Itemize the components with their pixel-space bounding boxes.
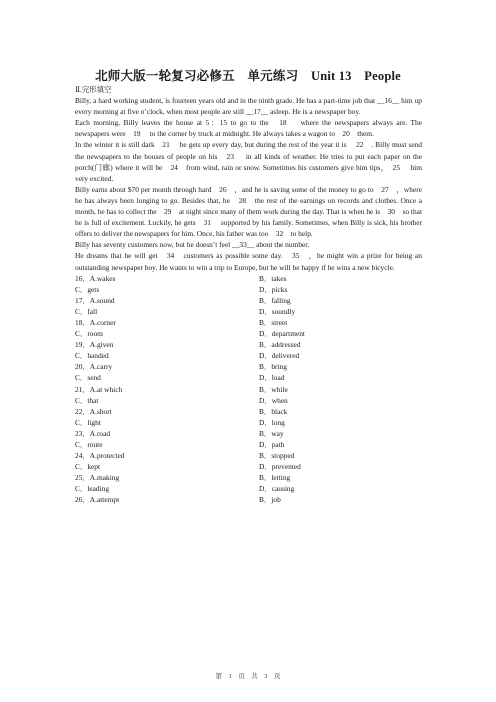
option-left: C．fall (75, 306, 98, 316)
option-left: 21．A.at which (75, 384, 123, 394)
option-left: C．light (75, 417, 101, 427)
option-right: D．path (259, 440, 285, 449)
option-row (75, 317, 422, 328)
option-row (75, 461, 422, 472)
option-left: 25．A.making (75, 473, 120, 483)
option-right: B．stopped (259, 451, 295, 461)
option-right: D．when (259, 395, 288, 405)
option-row (75, 295, 422, 306)
option-right: B．takes (259, 273, 287, 283)
section-heading: Ⅱ.完形填空 (75, 85, 112, 94)
option-left: C．that (75, 395, 99, 405)
option-row (75, 417, 422, 428)
option-row (75, 384, 422, 395)
option-row (75, 328, 422, 339)
option-row (75, 284, 422, 295)
passage-paragraph: Billy has seventy customers now, but he doesn’t feel __33__ about the number. (75, 240, 310, 250)
passage-paragraph: Each morning, Billy leaves the house at 5：15 to go to the 18 where the newspapers always are. The newspapers were 19 to the corner by truck at midnight. He always takes a wagon to 20 them. (75, 118, 422, 139)
option-right: D．picks (259, 284, 288, 294)
passage-paragraph: Billy earns about $70 per month through hard 26 ，and he is saving some of the money to go to 27 ，where he has always been longing to go. Besides that, he 28 the rest of the earnings on records and clothes. Once a month, he has to collect the 29 at night since many of them work during the day. That is when he is 30 so that he is full of excitement. Luckily, he gets 31 supported by his family. Sometimes, when Billy is sick, his brother offers to deliver the newspapers for him. Once, his father was too 32 to help. (75, 184, 422, 239)
option-left: C．route (75, 440, 103, 449)
option-left: C．send (75, 373, 101, 383)
option-row (75, 494, 422, 505)
option-row (75, 472, 422, 483)
page-title: 北师大版一轮复习必修五 单元练习 Unit 13 People (95, 69, 401, 83)
option-left: C．leading (75, 484, 110, 494)
option-left: 24．A.protected (75, 451, 125, 461)
option-right: D．soundly (259, 306, 296, 316)
option-row (75, 395, 422, 406)
option-right: B．way (259, 428, 284, 438)
option-right: D．delivered (259, 351, 300, 361)
option-row (75, 361, 422, 372)
option-row (75, 350, 422, 361)
option-left: C．gets (75, 284, 100, 294)
option-right: D．long (259, 417, 285, 427)
option-row (75, 406, 422, 417)
answer-options (75, 273, 422, 506)
option-left: 19．A.given (75, 340, 114, 350)
option-left: C．room (75, 329, 103, 339)
option-row (75, 339, 422, 350)
page-footer: 第 1 页 共 3 页 (215, 673, 281, 680)
document-body (75, 84, 422, 506)
option-left: 23．A.road (75, 428, 111, 438)
option-right: B．letting (259, 473, 291, 483)
option-right: B．bring (259, 362, 287, 372)
option-row (75, 428, 422, 439)
option-left: C．handed (75, 351, 109, 361)
option-row (75, 306, 422, 317)
option-left: 20．A.carry (75, 362, 113, 372)
option-right: B．black (259, 406, 288, 416)
option-right: D．prevented (259, 462, 301, 472)
option-left: 16．A.wakes (75, 273, 116, 283)
option-right: D．load (259, 373, 285, 383)
passage-paragraph: In the winter it is still dark 21 he gets up every day, but during the rest of the year it is 22 . Billy must send the newspapers to the houses of people on his 23 in all kinds of weather. He tries to put each paper on the porch(门廊) where it will be 24 from wind, rain or snow. Sometimes his customers give him tips， 25 him very excited. (75, 140, 422, 183)
option-left: 22．A.short (75, 406, 112, 416)
option-left: C．kept (75, 462, 101, 472)
passage-paragraph: Billy, a hard working student, is fourteen years old and in the ninth grade. He has a part-time job that __16__ him up every morning at five o’clock, when most people are still __17__ asleep. He is a newspaper boy. (75, 96, 422, 117)
option-left: 18．A.corner (75, 317, 116, 327)
option-right: B．while (259, 384, 288, 394)
option-right: D．department (259, 329, 305, 339)
option-right: B．job (259, 495, 281, 505)
passage-paragraph: He dreams that he will get 34 customers as possible some day. 35 ，he might win a prize for being an outstanding newspaper boy. He wants to win a trip to Europe, but he will be happy if he wins a new bicycle. (75, 251, 422, 272)
option-row (75, 273, 422, 284)
option-right: B．falling (259, 295, 291, 305)
option-row (75, 483, 422, 494)
option-left: 17．A.sound (75, 295, 115, 305)
option-row (75, 372, 422, 383)
option-left: 26．A.attempt (75, 495, 120, 505)
option-right: B．addressed (259, 340, 301, 350)
option-row (75, 450, 422, 461)
option-row (75, 439, 422, 450)
option-right: D．causing (259, 484, 295, 494)
option-right: B．street (259, 317, 288, 327)
